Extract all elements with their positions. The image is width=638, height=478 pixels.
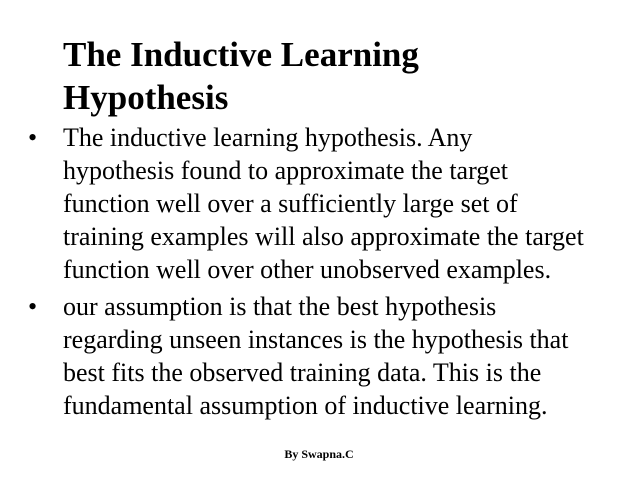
bullet-line: regarding unseen instances is the hypothesis that <box>63 325 569 354</box>
bullet-dot-icon: • <box>28 123 38 152</box>
slide-title <box>63 33 583 119</box>
bullet-line: our assumption is that the best hypothesis <box>63 292 497 321</box>
bullet-line: function well over other unobserved examples. <box>63 255 552 284</box>
bullet-line: fundamental assumption of inductive learning. <box>63 391 548 420</box>
bullet-dot-icon: • <box>28 292 38 321</box>
slide-title-line: The Inductive Learning <box>63 35 419 74</box>
bullet-line: hypothesis found to approximate the target <box>63 156 509 185</box>
bullet-line: training examples will also approximate the target <box>63 222 584 251</box>
author-footer: By Swapna.C <box>284 447 354 461</box>
bullet-line: function well over a sufficiently large set of <box>63 189 518 218</box>
bullet-line: The inductive learning hypothesis. Any <box>63 123 473 152</box>
bullet-item <box>0 290 620 422</box>
bullet-list <box>0 121 620 426</box>
slide-title-line: Hypothesis <box>63 78 229 117</box>
bullet-item <box>0 121 620 286</box>
bullet-line: best fits the observed training data. This is the <box>63 358 542 387</box>
